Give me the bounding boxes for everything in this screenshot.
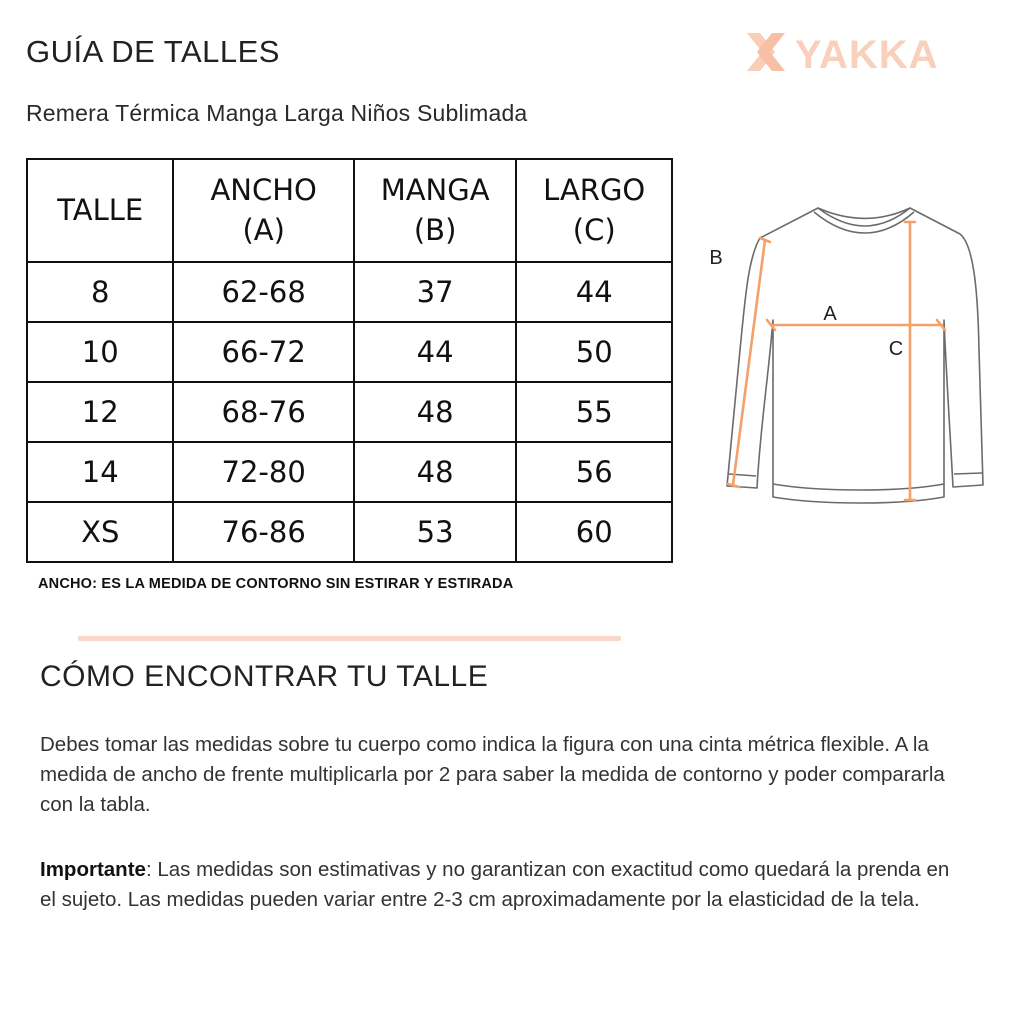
cell-manga: 53 [354,502,517,562]
cell-largo: 44 [516,262,672,322]
header-talle [27,159,173,262]
cell-talle: 14 [27,442,173,502]
brand-logo-text: YAKKA [795,33,939,76]
cell-ancho: 76-86 [173,502,353,562]
cell-talle: XS [27,502,173,562]
cell-talle: 12 [27,382,173,442]
page-title: GUÍA DE TALLES [26,34,280,69]
cell-ancho: 72-80 [173,442,353,502]
table-row [27,382,672,442]
header-manga-label: MANGA [380,173,490,208]
header-manga-code: (B) [413,212,457,247]
label-c: C [888,338,904,360]
cell-largo: 50 [516,322,672,382]
product-subtitle: Remera Térmica Manga Larga Niños Sublimada [26,100,528,126]
cell-ancho: 62-68 [173,262,353,322]
cell-manga: 48 [354,382,517,442]
section-divider [78,636,621,641]
shirt-icon [727,208,983,503]
cell-largo: 60 [516,502,672,562]
table-note: ANCHO: ES LA MEDIDA DE CONTORNO SIN ESTIRAR Y ESTIRADA [38,576,514,592]
header-ancho [173,159,353,262]
table-row [27,442,672,502]
header-ancho-label: ANCHO [210,173,317,208]
cell-talle: 8 [27,262,173,322]
cell-manga: 48 [354,442,517,502]
header-largo-code: (C) [572,212,616,247]
how-to-paragraph: Debes tomar las medidas sobre tu cuerpo como indica la figura con una cinta métrica flexible. A la medida de ancho de frente multiplicarla por 2 para saber la medida de contorno y poder compararla con la tabla. [40,733,945,816]
header-largo [516,159,672,262]
header-ancho-code: (A) [242,212,285,247]
important-paragraph [40,855,970,915]
measurement-diagram [700,195,1010,515]
brand-logo [745,28,995,76]
table-row [27,502,672,562]
brand-mark-icon [747,33,785,71]
cell-largo: 56 [516,442,672,502]
cell-largo: 55 [516,382,672,442]
label-b: B [709,247,723,269]
size-table [26,158,673,563]
cell-ancho: 66-72 [173,322,353,382]
cell-manga: 44 [354,322,517,382]
cell-ancho: 68-76 [173,382,353,442]
cell-manga: 37 [354,262,517,322]
header-manga [354,159,517,262]
important-label: Importante [40,858,146,881]
important-text: : Las medidas son estimativas y no garantizan con exactitud como quedará la prenda en el sujeto. Las medidas pueden variar entre 2-3 cm aproximadamente por la elasticidad de la tela. [40,858,950,911]
how-to-title: CÓMO ENCONTRAR TU TALLE [40,660,489,693]
table-header-row [27,159,672,262]
label-a: A [823,303,837,325]
table-row [27,322,672,382]
table-row [27,262,672,322]
header-largo-label: LARGO [543,173,646,208]
header-talle-label: TALLE [57,192,144,227]
cell-talle: 10 [27,322,173,382]
